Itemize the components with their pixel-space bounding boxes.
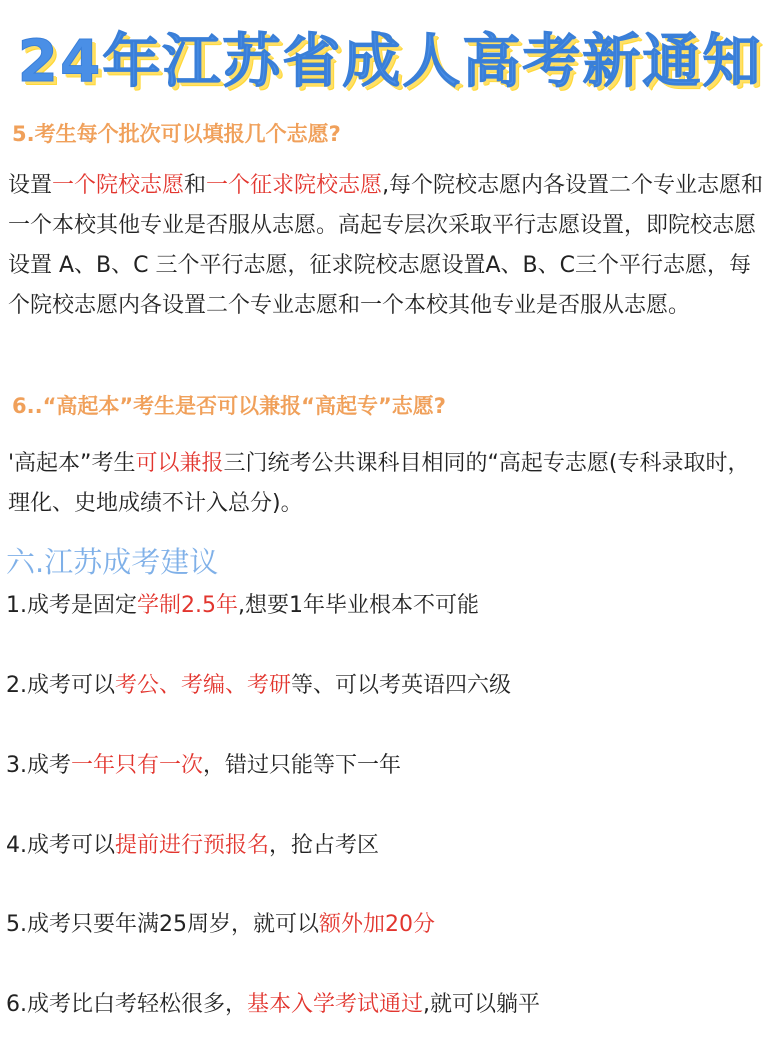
item-highlight: 一年只有一次 [71, 753, 204, 778]
item-text: ,就可以躺平 [423, 992, 541, 1017]
question-5-heading: 5.考生每个批次可以填报几个志愿? [12, 122, 341, 146]
item-text: 2.成考可以 [6, 673, 115, 698]
q6-text-2: 三门统考公共课科目相同的“高起专志愿(专科录取时，理化、史地成绩不计入总分)。 [8, 451, 750, 516]
q6-text-1: '高起本”考生 [8, 451, 136, 476]
question-6-answer [8, 444, 768, 524]
list-item [6, 748, 401, 779]
item-text: 4.成考可以 [6, 833, 115, 858]
q5-text-1: 设置 [8, 173, 53, 198]
item-text: 等、可以考英语四六级 [291, 673, 512, 698]
item-highlight: 额外加20分 [319, 912, 435, 937]
page-title: 24年江苏省成人高考新通知 [17, 27, 763, 95]
item-text: 1.成考是固定 [6, 593, 137, 618]
q6-highlight-1: 可以兼报 [135, 451, 224, 476]
item-text: ，抢占考区 [269, 833, 380, 858]
q5-text-3: ,每个院校志愿内各设置二个专业志愿和一个本校其他专业是否服从志愿。高起专层次采取平行志愿设置，即院校志愿设置 A、B、C 三个平行志愿，征求院校志愿设置A、B、C三个平行志愿，每个院校志愿内各设置二个专业志愿和一个本校其他专业是否服从志愿。 [8, 173, 764, 318]
q5-text-2: 和 [184, 173, 207, 198]
item-highlight: 基本入学考试通过 [247, 992, 424, 1017]
question-5-answer [8, 166, 768, 326]
list-item [6, 668, 511, 699]
item-text: ，错过只能等下一年 [203, 753, 402, 778]
item-highlight: 提前进行预报名 [115, 833, 270, 858]
list-item [6, 907, 435, 938]
q5-highlight-2: 一个征求院校志愿 [206, 173, 383, 198]
item-text: 6.成考比白考轻松很多， [6, 992, 247, 1017]
item-text: ,想要1年毕业根本不可能 [238, 593, 479, 618]
item-highlight: 学制2.5年 [137, 593, 238, 618]
section-heading: 六.江苏成考建议 [6, 545, 219, 579]
item-highlight: 考公、考编、考研 [115, 673, 292, 698]
list-item [6, 588, 479, 619]
question-6-heading: 6..“高起本”考生是否可以兼报“高起专”志愿? [12, 394, 446, 418]
q5-highlight-1: 一个院校志愿 [52, 173, 185, 198]
item-text: 3.成考 [6, 753, 71, 778]
list-item [6, 987, 540, 1018]
list-item [6, 828, 379, 859]
item-text: 5.成考只要年满25周岁，就可以 [6, 912, 319, 937]
